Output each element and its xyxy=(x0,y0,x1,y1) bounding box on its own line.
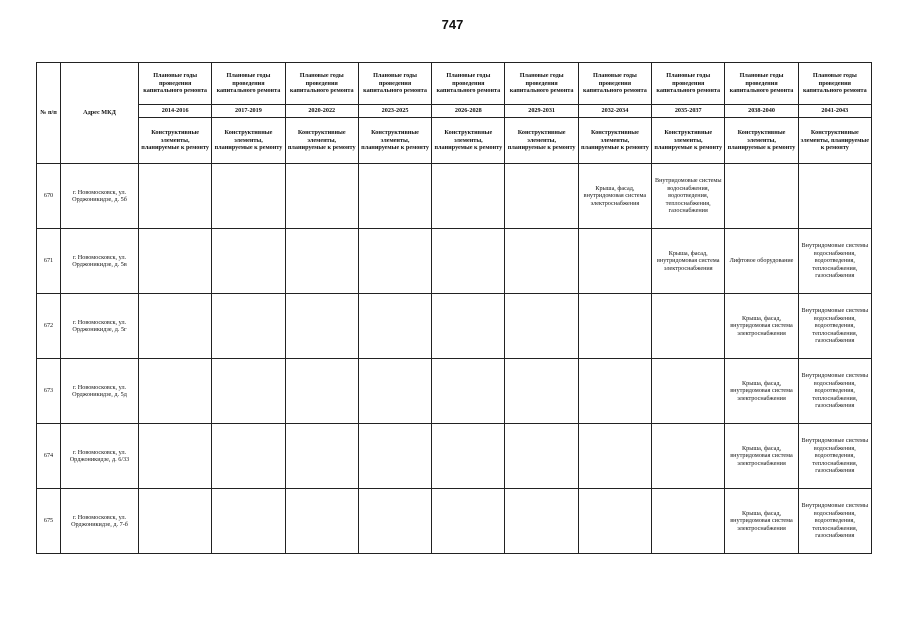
header-address: Адрес МКД xyxy=(61,63,139,164)
header-planned-years: Плановые годы проведения капитального ремонта xyxy=(432,63,505,105)
header-elements: Конструктивные элементы, планируемые к ремонту xyxy=(578,118,651,164)
header-elements: Конструктивные элементы, планируемые к ремонту xyxy=(285,118,358,164)
repair-work-cell xyxy=(578,489,651,554)
header-elements: Конструктивные элементы, планируемые к ремонту xyxy=(139,118,212,164)
header-elements: Конструктивные элементы, планируемые к ремонту xyxy=(505,118,578,164)
repair-work-cell xyxy=(505,164,578,229)
repair-work-cell xyxy=(285,164,358,229)
repair-work-cell: Внутридомовые системы водоснабжения, водоотведения, теплоснабжения, газоснабжения xyxy=(652,164,725,229)
repair-work-cell xyxy=(358,229,431,294)
header-period: 2035-2037 xyxy=(652,105,725,118)
row-address: г. Новомосковск, ул. Орджоникидзе, д. 5в xyxy=(61,229,139,294)
repair-work-cell xyxy=(358,359,431,424)
header-row-planned xyxy=(37,63,872,105)
repair-work-cell xyxy=(358,424,431,489)
header-period: 2029-2031 xyxy=(505,105,578,118)
header-period: 2038-2040 xyxy=(725,105,798,118)
repair-work-cell xyxy=(505,489,578,554)
repair-work-cell xyxy=(358,489,431,554)
header-period: 2041-2043 xyxy=(798,105,871,118)
header-planned-years: Плановые годы проведения капитального ремонта xyxy=(798,63,871,105)
repair-work-cell xyxy=(505,229,578,294)
capital-repair-table xyxy=(36,62,872,554)
repair-work-cell: Внутридомовые системы водоснабжения, водоотведения, теплоснабжения, газоснабжения xyxy=(798,359,871,424)
repair-work-cell xyxy=(505,359,578,424)
row-address: г. Новомосковск, ул. Орджоникидзе, д. 5б xyxy=(61,164,139,229)
header-period: 2014-2016 xyxy=(139,105,212,118)
repair-work-cell xyxy=(358,164,431,229)
header-elements: Конструктивные элементы, планируемые к ремонту xyxy=(358,118,431,164)
repair-work-cell xyxy=(432,359,505,424)
repair-work-cell xyxy=(285,229,358,294)
repair-work-cell xyxy=(652,489,725,554)
repair-work-cell xyxy=(139,424,212,489)
row-number: 675 xyxy=(37,489,61,554)
header-planned-years: Плановые годы проведения капитального ремонта xyxy=(139,63,212,105)
header-elements: Конструктивные элементы, планируемые к ремонту xyxy=(432,118,505,164)
table-row xyxy=(37,229,872,294)
repair-work-cell: Крыша, фасад, внутридомовая система электроснабжения xyxy=(578,164,651,229)
repair-work-cell xyxy=(139,164,212,229)
table-row xyxy=(37,294,872,359)
repair-work-cell xyxy=(652,424,725,489)
header-planned-years: Плановые годы проведения капитального ремонта xyxy=(358,63,431,105)
row-address: г. Новомосковск, ул. Орджоникидзе, д. 5г xyxy=(61,294,139,359)
repair-work-cell xyxy=(652,294,725,359)
table-row xyxy=(37,359,872,424)
page-number: 747 xyxy=(441,17,464,32)
repair-work-cell xyxy=(505,294,578,359)
repair-work-cell xyxy=(285,489,358,554)
repair-work-cell xyxy=(432,164,505,229)
table-header xyxy=(37,63,872,164)
repair-work-cell xyxy=(212,359,285,424)
repair-work-cell xyxy=(212,489,285,554)
repair-work-cell xyxy=(139,359,212,424)
header-row-periods xyxy=(37,105,872,118)
repair-work-cell: Внутридомовые системы водоснабжения, водоотведения, теплоснабжения, газоснабжения xyxy=(798,294,871,359)
repair-work-cell xyxy=(505,424,578,489)
repair-work-cell xyxy=(578,359,651,424)
table-row xyxy=(37,489,872,554)
repair-work-cell xyxy=(432,229,505,294)
repair-work-cell xyxy=(432,489,505,554)
header-planned-years: Плановые годы проведения капитального ремонта xyxy=(725,63,798,105)
repair-work-cell xyxy=(652,359,725,424)
repair-work-cell xyxy=(578,229,651,294)
repair-work-cell xyxy=(432,424,505,489)
header-planned-years: Плановые годы проведения капитального ремонта xyxy=(505,63,578,105)
repair-work-cell: Крыша, фасад, внутридомовая система электроснабжения xyxy=(725,294,798,359)
repair-work-cell: Лифтовое оборудование xyxy=(725,229,798,294)
repair-work-cell xyxy=(139,294,212,359)
table-row xyxy=(37,164,872,229)
repair-work-cell: Крыша, фасад, внутридомовая система электроснабжения xyxy=(652,229,725,294)
header-period: 2023-2025 xyxy=(358,105,431,118)
repair-work-cell xyxy=(285,359,358,424)
table-body xyxy=(37,164,872,554)
repair-work-cell: Крыша, фасад, внутридомовая система электроснабжения xyxy=(725,359,798,424)
repair-work-cell xyxy=(358,294,431,359)
repair-work-cell xyxy=(139,489,212,554)
repair-work-cell xyxy=(432,294,505,359)
header-elements: Конструктивные элементы, планируемые к ремонту xyxy=(798,118,871,164)
header-planned-years: Плановые годы проведения капитального ремонта xyxy=(212,63,285,105)
header-period: 2026-2028 xyxy=(432,105,505,118)
row-number: 671 xyxy=(37,229,61,294)
repair-work-cell: Внутридомовые системы водоснабжения, водоотведения, теплоснабжения, газоснабжения xyxy=(798,229,871,294)
header-num: № п/п xyxy=(37,63,61,164)
row-number: 673 xyxy=(37,359,61,424)
repair-work-cell xyxy=(578,294,651,359)
header-elements: Конструктивные элементы, планируемые к ремонту xyxy=(212,118,285,164)
repair-work-cell xyxy=(725,164,798,229)
repair-work-cell: Крыша, фасад, внутридомовая система электроснабжения xyxy=(725,424,798,489)
repair-work-cell xyxy=(212,229,285,294)
row-number: 674 xyxy=(37,424,61,489)
repair-work-cell xyxy=(285,294,358,359)
repair-work-cell xyxy=(578,424,651,489)
repair-work-cell: Внутридомовые системы водоснабжения, водоотведения, теплоснабжения, газоснабжения xyxy=(798,424,871,489)
repair-work-cell xyxy=(139,229,212,294)
repair-work-cell xyxy=(285,424,358,489)
row-address: г. Новомосковск, ул. Орджоникидзе, д. 7-б xyxy=(61,489,139,554)
header-period: 2020-2022 xyxy=(285,105,358,118)
header-elements: Конструктивные элементы, планируемые к ремонту xyxy=(652,118,725,164)
repair-work-cell: Внутридомовые системы водоснабжения, водоотведения, теплоснабжения, газоснабжения xyxy=(798,489,871,554)
header-planned-years: Плановые годы проведения капитального ремонта xyxy=(652,63,725,105)
row-number: 670 xyxy=(37,164,61,229)
repair-work-cell xyxy=(798,164,871,229)
header-planned-years: Плановые годы проведения капитального ремонта xyxy=(578,63,651,105)
header-period: 2017-2019 xyxy=(212,105,285,118)
row-address: г. Новомосковск, ул. Орджоникидзе, д. 5д xyxy=(61,359,139,424)
header-elements: Конструктивные элементы, планируемые к ремонту xyxy=(725,118,798,164)
repair-work-cell xyxy=(212,164,285,229)
table-row xyxy=(37,424,872,489)
repair-work-cell xyxy=(212,294,285,359)
header-row-elements xyxy=(37,118,872,164)
repair-work-cell: Крыша, фасад, внутридомовая система электроснабжения xyxy=(725,489,798,554)
row-address: г. Новомосковск, ул. Орджоникидзе, д. 6/33 xyxy=(61,424,139,489)
repair-work-cell xyxy=(212,424,285,489)
row-number: 672 xyxy=(37,294,61,359)
header-period: 2032-2034 xyxy=(578,105,651,118)
header-planned-years: Плановые годы проведения капитального ремонта xyxy=(285,63,358,105)
